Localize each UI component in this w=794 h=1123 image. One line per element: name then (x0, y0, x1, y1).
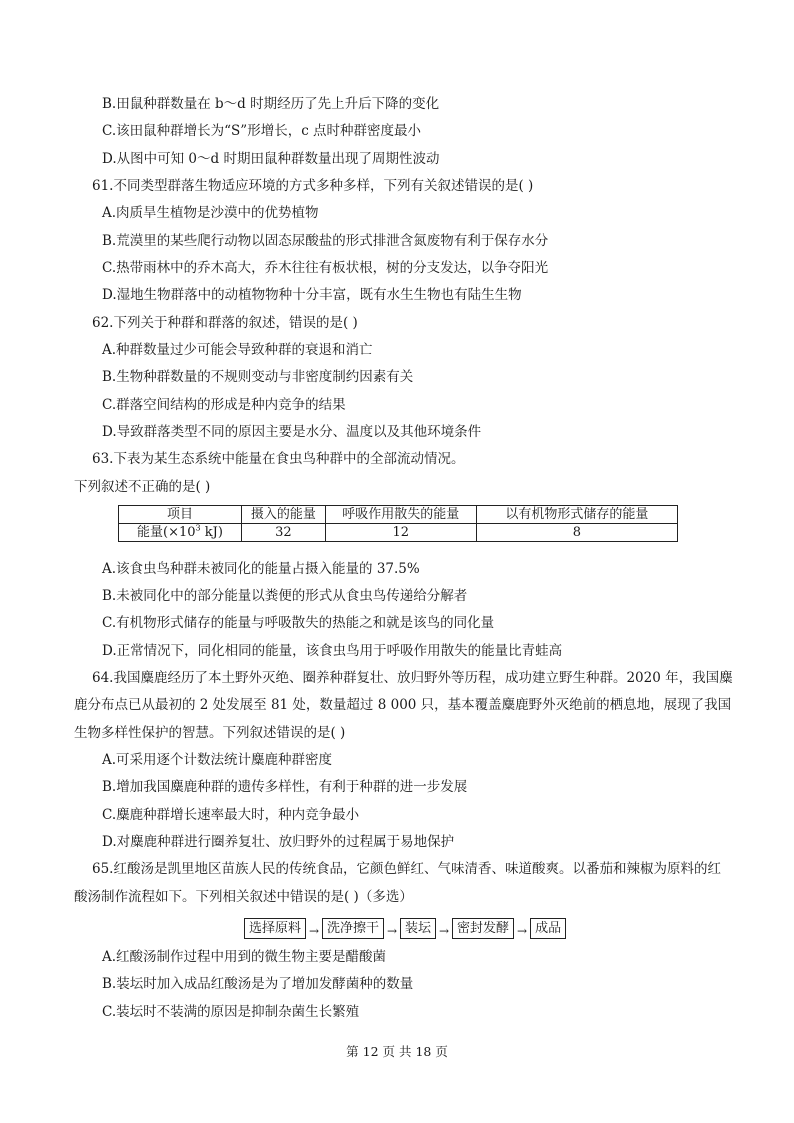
q60-option-d: D.从图中可知 0～d 时期田鼠种群数量出现了周期性波动 (102, 151, 440, 167)
table-header-respiration: 呼吸作用散失的能量 (325, 506, 476, 524)
table-header-intake: 摄入的能量 (241, 506, 325, 524)
q65-option-a: A.红酸汤制作过程中用到的微生物主要是醋酸菌 (102, 949, 387, 965)
q64-option-c: C.麋鹿种群增长速率最大时，种内竞争最小 (102, 807, 360, 823)
q65-stem-1: 65.红酸汤是凯里地区苗族人民的传统食品，它颜色鲜红、气味清香、味道酸爽。以番茄和辣椒为原料的红 (92, 861, 721, 877)
flow-step: 装坛 (400, 918, 436, 939)
q62-option-b: B.生物种群数量的不规则变动与非密度制约因素有关 (102, 369, 414, 385)
q63-option-d: D.正常情况下，同化相同的能量，该食虫鸟用于呼吸作用散失的能量比青蛙高 (102, 643, 563, 659)
table-header-stored: 以有机物形式储存的能量 (476, 506, 677, 524)
q64-stem-3: 生物多样性保护的智慧。下列叙述错误的是( ) (74, 725, 346, 741)
q61-option-c: C.热带雨林中的乔木高大，乔木往往有板状根，树的分支发达，以争夺阳光 (102, 260, 549, 276)
process-flow (244, 918, 566, 939)
arrow-right-icon: → (387, 923, 398, 938)
arrow-right-icon: → (517, 923, 528, 938)
q61-option-a: A.肉质旱生植物是沙漠中的优势植物 (102, 205, 319, 221)
q64-stem-2: 鹿分布点已从最初的 2 处发展至 81 处，数量超过 8 000 只，基本覆盖麋鹿野外灭绝前的栖息地，展现了我国 (74, 697, 732, 713)
q63-stem-2: 下列叙述不正确的是( ) (74, 479, 211, 495)
q62-option-a: A.种群数量过少可能会导致种群的衰退和消亡 (102, 342, 373, 358)
q65-option-b: B.装坛时加入成品红酸汤是为了增加发酵菌种的数量 (102, 976, 414, 992)
q61-stem: 61.不同类型群落生物适应环境的方式多种多样，下列有关叙述错误的是( ) (92, 178, 534, 194)
table-header-item: 项目 (119, 506, 242, 524)
q62-stem: 62.下列关于种群和群落的叙述，错误的是( ) (92, 315, 358, 331)
q63-option-a: A.该食虫鸟种群未被同化的能量占摄入能量的 37.5% (102, 561, 420, 577)
arrow-right-icon: → (439, 923, 450, 938)
q60-option-c: C.该田鼠种群增长为“S”形增长，c 点时种群密度最小 (102, 123, 422, 139)
table-cell-respiration: 12 (325, 524, 476, 542)
q64-option-b: B.增加我国麋鹿种群的遗传多样性，有利于种群的进一步发展 (102, 779, 468, 795)
flow-step: 洗净擦干 (322, 918, 384, 939)
q65-stem-2: 酸汤制作流程如下。下列相关叙述中错误的是( )（多选） (74, 889, 413, 905)
q63-stem: 63.下表为某生态系统中能量在食虫鸟种群中的全部流动情况。 (92, 451, 465, 467)
table-header-row (119, 506, 678, 524)
table-row (119, 524, 678, 542)
q64-option-a: A.可采用逐个计数法统计麋鹿种群密度 (102, 752, 333, 768)
table-cell-intake: 32 (241, 524, 325, 542)
q62-option-d: D.导致群落类型不同的原因主要是水分、温度以及其他环境条件 (102, 424, 482, 440)
q63-option-b: B.未被同化中的部分能量以粪便的形式从食虫鸟传递给分解者 (102, 588, 468, 604)
q65-option-c: C.装坛时不装满的原因是抑制杂菌生长繁殖 (102, 1004, 360, 1020)
table-row-label: 能量($\times 10^3$ kJ) (119, 524, 242, 542)
flow-step: 选择原料 (244, 918, 306, 939)
q61-option-b: B.荒漠里的某些爬行动物以固态尿酸盐的形式排泄含氮废物有利于保存水分 (102, 233, 549, 249)
flow-step: 成品 (530, 918, 566, 939)
page-footer: 第 12 页 共 18 页 (346, 1044, 448, 1059)
arrow-right-icon: → (308, 923, 320, 938)
flow-step: 密封发酵 (452, 918, 514, 939)
q63-option-c: C.有机物形式储存的能量与呼吸散失的热能之和就是该鸟的同化量 (102, 615, 495, 631)
q61-option-d: D.湿地生物群落中的动植物物种十分丰富，既有水生生物也有陆生生物 (102, 287, 522, 303)
energy-table (118, 505, 678, 542)
table-cell-stored: 8 (476, 524, 677, 542)
q60-option-b: B.田鼠种群数量在 b～d 时期经历了先上升后下降的变化 (102, 96, 440, 112)
q62-option-c: C.群落空间结构的形成是种内竞争的结果 (102, 397, 346, 413)
q64-option-d: D.对麋鹿种群进行圈养复壮、放归野外的过程属于易地保护 (102, 834, 455, 850)
q64-stem-1: 64.我国麋鹿经历了本土野外灭绝、圈养种群复壮、放归野外等历程，成功建立野生种群。2020 年，我国麋 (92, 670, 733, 686)
